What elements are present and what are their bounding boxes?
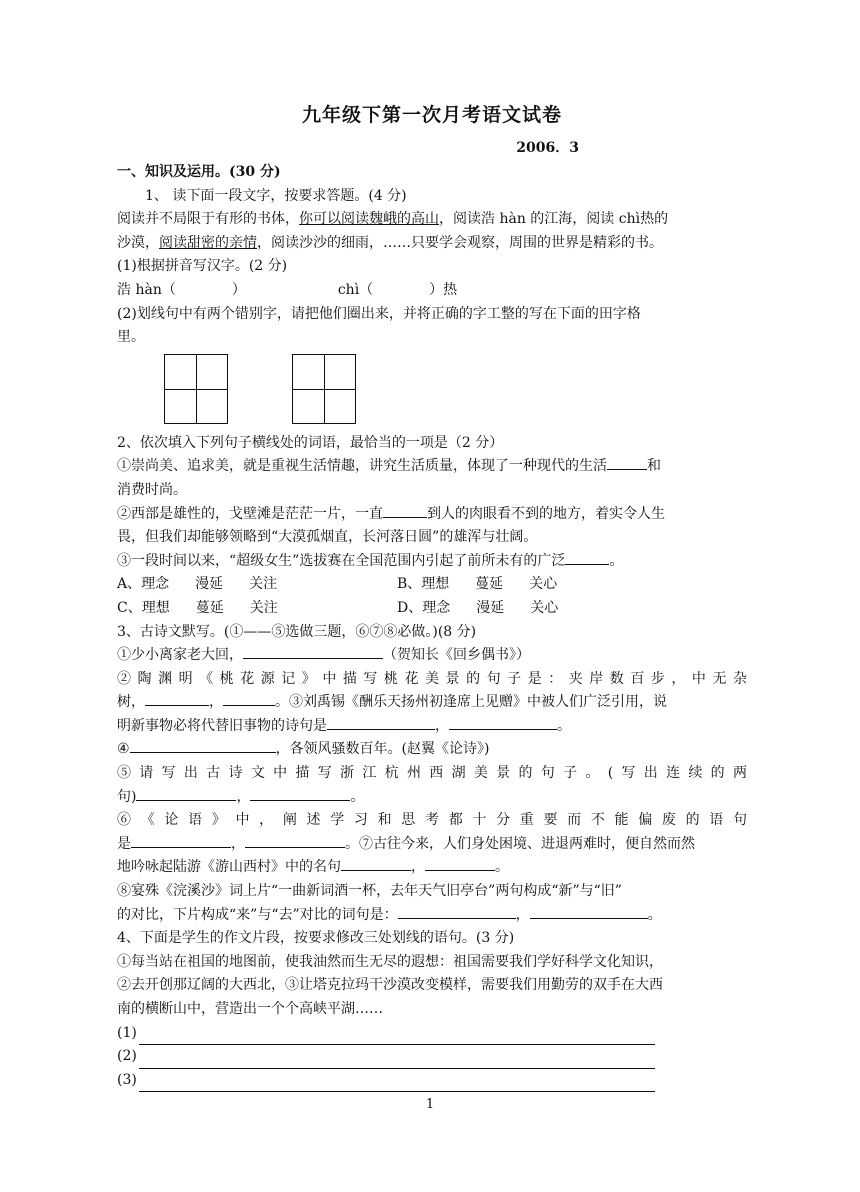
answer-line-1: [117, 1022, 747, 1046]
text: 关注: [249, 599, 278, 616]
text: 关心: [529, 576, 558, 593]
q2-item-2-cont: 畏，但我们却能够领略到“大漠孤烟直，长河落日圆”的雄浑与壮阔。: [117, 529, 538, 546]
q4-passage-line: ②去开创那辽阔的大西北，③让塔克拉玛干沙漠改变模样，需要我们用勤劳的双手在大西: [117, 977, 663, 994]
q3-item-4: [117, 738, 747, 762]
text: 漫延: [476, 599, 505, 616]
text: 。⑦古往今来，人们身处困境、进退两难时，便自然而然: [345, 835, 695, 852]
q3-item-8-cont: [117, 904, 747, 928]
text: 阅读并不局限于有形的书体，: [117, 211, 299, 228]
q1-sub2: (2)划线句中有两个错别字，请把他们圈出来，并将正确的字工整的写在下面的田字格: [117, 305, 641, 322]
text: ，阅读沙沙的细雨，……只要学会观察，周围的世界是精彩的书。: [257, 234, 663, 251]
q3-heading: 3、古诗文默写。(①——⑤选做三题，⑥⑦⑧必做。)(8 分): [117, 623, 477, 640]
answer-input[interactable]: [139, 1053, 655, 1069]
pinyin-blank-1[interactable]: 浩 hàn（ ）: [117, 281, 246, 298]
text: 。③刘禹锡《酬乐天扬州初逢席上见赠》中被人们广泛引用，说: [275, 694, 667, 711]
text: 。: [495, 859, 509, 876]
q3-item-2: ②陶渊明《桃花源记》中描写桃花美景的句子是：夹岸数百步，中无杂: [117, 670, 747, 687]
q2-item-1: [117, 455, 747, 479]
text: ，: [209, 694, 223, 711]
text: ，各领风骚数百年。(赵翼《论诗》): [275, 741, 490, 758]
text: ，: [236, 788, 251, 805]
text: B、理想: [397, 576, 450, 593]
underlined-sentence: 阅读甜密的亲情: [159, 234, 257, 251]
text: ，: [515, 906, 530, 923]
q4-passage-line: 南的横断山中，营造出一个个高峡平湖……: [117, 1001, 383, 1017]
q3-item-6-cont: [117, 833, 747, 857]
fill-blank[interactable]: [250, 786, 350, 801]
fill-blank[interactable]: [145, 691, 209, 706]
text: 。: [609, 552, 624, 569]
q1-passage-line: [117, 232, 747, 256]
q3-item-5-cont: [117, 786, 747, 810]
text: ①崇尚美、追求美，就是重视生活情趣，讲究生活质量，体现了一种现代的生活: [117, 458, 607, 475]
answer-input[interactable]: [139, 1029, 655, 1045]
q2-options-row: [117, 573, 747, 597]
q4-heading: 4、下面是学生的作文片段，按要求修改三处划线的语句。(3 分): [117, 930, 515, 947]
tianzi-box-1[interactable]: [164, 354, 228, 424]
text: A、理念: [117, 576, 170, 593]
option-b[interactable]: [397, 573, 677, 597]
answer-input[interactable]: [139, 1076, 655, 1092]
option-a[interactable]: [117, 573, 397, 597]
q3-item-8: ⑧宴殊《浣溪沙》词上片“一曲新词酒一杯，去年天气旧亭台”两句构成“新”与“旧”: [117, 883, 622, 900]
q1-sub1: (1)根据拼音写汉字。(2 分): [117, 258, 288, 275]
pinyin-blank-2[interactable]: chì（ ）热: [337, 281, 458, 298]
text: 树，: [117, 694, 145, 711]
q3-item-7-cont: [117, 856, 747, 880]
text: ③一段时间以来，“超级女生”选拔赛在全国范围内引起了前所未有的广泛: [117, 552, 566, 569]
q1-sub2-cont: 里。: [117, 329, 145, 346]
text: ，: [231, 835, 245, 852]
fill-blank[interactable]: [449, 715, 557, 730]
q3-item-5: ⑤请写出古诗文中描写浙江杭州西湖美景的句子。(写出连续的两: [117, 765, 747, 782]
fill-blank[interactable]: [136, 786, 236, 801]
text: 是: [117, 835, 131, 852]
tianzi-box-2[interactable]: [292, 354, 356, 424]
underlined-sentence: 你可以阅读魏峨的高山: [299, 211, 439, 228]
answer-label: (2): [117, 1048, 137, 1065]
fill-blank[interactable]: [243, 644, 383, 659]
fill-blank[interactable]: [607, 455, 647, 470]
fill-blank[interactable]: [530, 904, 648, 919]
text: 。: [350, 788, 365, 805]
fill-blank[interactable]: [131, 833, 231, 848]
text: ②西部是雄性的，戈壁滩是茫茫一片，一直: [117, 505, 383, 522]
text: ，阅读浩 hàn 的江海，阅读 chì热的: [439, 211, 669, 228]
text: 地吟咏起陆游《游山西村》中的名句: [117, 859, 341, 876]
option-c[interactable]: [117, 597, 397, 621]
q2-item-1-cont: 消费时尚。: [117, 481, 187, 498]
q1-heading: 1、 读下面一段文字，按要求答题。(4 分): [145, 187, 407, 204]
q2-heading: 2、依次填入下列句子横线处的词语，最恰当的一项是（2 分）: [117, 434, 504, 451]
exam-title: 九年级下第一次月考语文试卷: [301, 104, 562, 126]
text: 关心: [530, 599, 559, 616]
text: 句): [117, 788, 137, 805]
text: 蔓延: [475, 576, 504, 593]
text: 。: [647, 906, 662, 923]
q4-passage-line: ①每当站在祖国的地图前，使我油然而生无尽的遐想：祖国需要我们学好科学文化知识，: [117, 953, 663, 970]
exam-date: 2006．3: [516, 140, 579, 156]
fill-blank[interactable]: [245, 833, 345, 848]
text: （贺知长《回乡偶书》）: [383, 647, 530, 664]
text: C、理想: [117, 599, 170, 616]
fill-blank[interactable]: [327, 715, 435, 730]
text: 关注: [249, 576, 278, 593]
text: ，: [411, 859, 425, 876]
fill-blank[interactable]: [223, 691, 275, 706]
answer-label: (3): [117, 1071, 137, 1088]
text: 蔓延: [195, 599, 224, 616]
text: 漫延: [195, 576, 224, 593]
text: ，: [435, 717, 449, 734]
option-d[interactable]: [397, 597, 677, 621]
text: ①少小离家老大回，: [117, 647, 243, 664]
page-number: 1: [425, 1097, 435, 1112]
q3-item-3-cont: [117, 715, 747, 739]
answer-label: (1): [117, 1024, 137, 1041]
answer-line-2: [117, 1045, 747, 1069]
fill-blank[interactable]: [425, 856, 495, 871]
fill-blank[interactable]: [341, 856, 411, 871]
text: D、理念: [397, 599, 451, 616]
q1-pinyin-line: [117, 279, 747, 303]
q2-item-2: [117, 503, 747, 527]
answer-line-3: [117, 1069, 747, 1093]
text: 到人的肉眼看不到的地方，着实令人生: [427, 505, 665, 522]
text: 的对比，下片构成“来”与“去”对比的词句是：: [117, 906, 398, 923]
q3-item-6: ⑥《论语》中，阐述学习和思考都十分重要而不能偏废的语句: [117, 812, 747, 829]
fill-blank[interactable]: [130, 738, 276, 753]
q2-item-3: [117, 550, 747, 574]
text: 和: [647, 458, 661, 475]
fill-blank[interactable]: [565, 550, 609, 565]
q3-item-1: [117, 644, 747, 668]
q3-item-2-cont: [117, 691, 747, 715]
exam-content: [117, 100, 747, 1092]
q2-options-row: [117, 597, 747, 621]
text: ④: [117, 741, 130, 758]
q1-passage-line: [117, 208, 747, 232]
text: 。: [557, 717, 571, 734]
tianzi-grid-row: [117, 350, 747, 432]
text: 明新事物必将代替旧事物的诗句是: [117, 717, 327, 734]
text: 沙漠，: [117, 234, 159, 251]
fill-blank[interactable]: [383, 503, 427, 518]
fill-blank[interactable]: [398, 904, 516, 919]
section-heading: 一、知识及运用。(30 分): [117, 164, 281, 180]
